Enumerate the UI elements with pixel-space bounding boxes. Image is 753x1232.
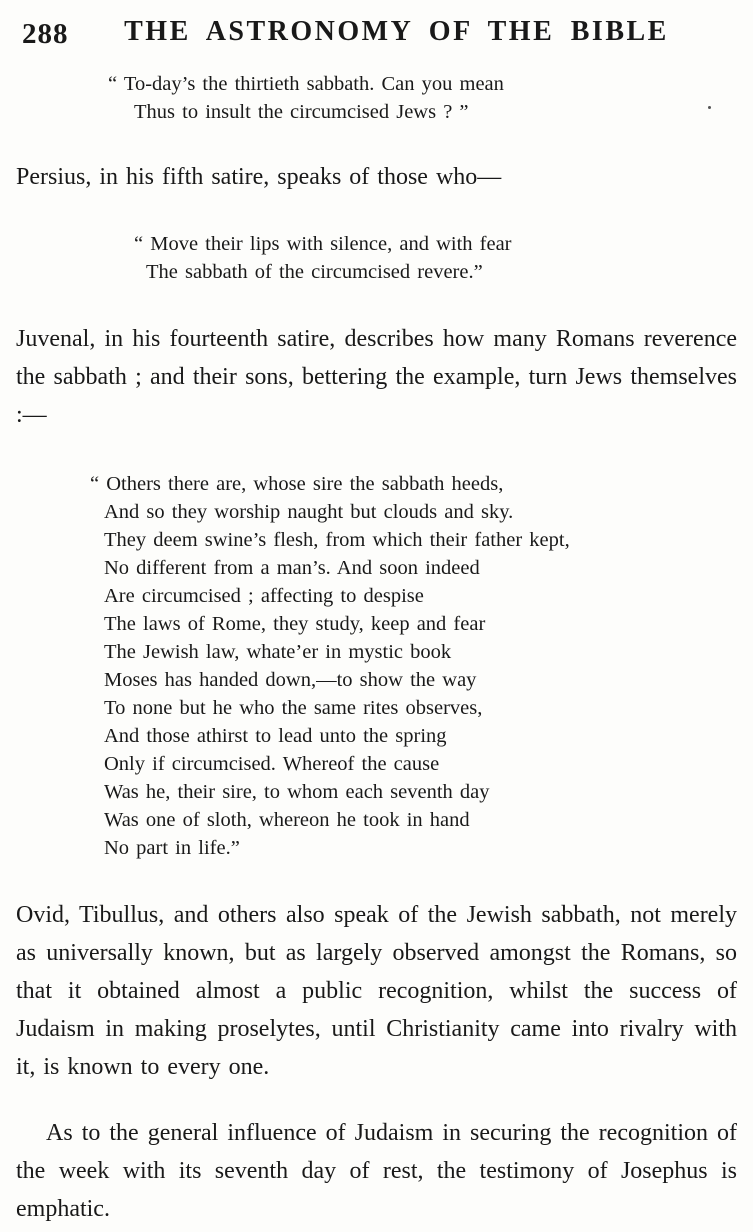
verse-quote-persius [16,230,737,286]
verse-line: Only if circumcised. Whereof the cause [104,753,440,775]
verse-line: Was he, their sire, to whom each seventh day [104,781,490,803]
page-header [16,16,737,58]
verse-line: And those athirst to lead unto the spring [104,725,447,747]
paragraph-juvenal: Juvenal, in his fourteenth satire, describes how many Romans reverence the sabbath ; and their sons, bettering the example, turn Jews themselves :— [16,326,737,428]
paragraph-josephus: As to the general influence of Judaism in securing the recognition of the week with its seventh day of rest, the testimony of Josephus is emphatic. [16,1120,737,1222]
verse-line: “ Others there are, whose sire the sabbath heeds, [90,473,504,495]
verse-line: No different from a man’s. And soon indeed [104,557,480,579]
verse-line: “ To-day’s the thirtieth sabbath. Can you mean [108,73,504,95]
verse-line: They deem swine’s flesh, from which their father kept, [104,529,570,551]
verse-line: The Jewish law, whate’er in mystic book [104,641,452,663]
verse-line: Are circumcised ; affecting to despise [104,585,424,607]
verse-line: And so they worship naught but clouds and sky. [104,501,514,523]
verse-line: Thus to insult the circumcised Jews ? ” [134,101,469,123]
page-number: 288 [22,18,69,50]
verse-quote-juvenal [16,470,737,862]
verse-line: Was one of sloth, whereon he took in hand [104,809,470,831]
verse-quote-sabbath [16,70,737,126]
verse-line: To none but he who the same rites observes, [104,697,483,719]
verse-line: The laws of Rome, they study, keep and fear [104,613,486,635]
scan-speck-artifact [708,106,711,109]
paragraph-persius: Persius, in his fifth satire, speaks of those who— [16,164,502,190]
verse-line: No part in life.” [104,837,240,859]
verse-line: Moses has handed down,—to show the way [104,669,477,691]
paragraph-ovid: Ovid, Tibullus, and others also speak of the Jewish sabbath, not merely as universally known, but as largely observed amongst the Romans, so that it obtained almost a public recognition, whilst the success of Judaism in making proselytes, until Christianity came into rivalry with it, is known to every one. [16,902,737,1080]
verse-line: The sabbath of the circumcised revere.” [146,261,483,283]
running-title: THE ASTRONOMY OF THE BIBLE [124,16,669,47]
verse-line: “ Move their lips with silence, and with fear [134,233,512,255]
